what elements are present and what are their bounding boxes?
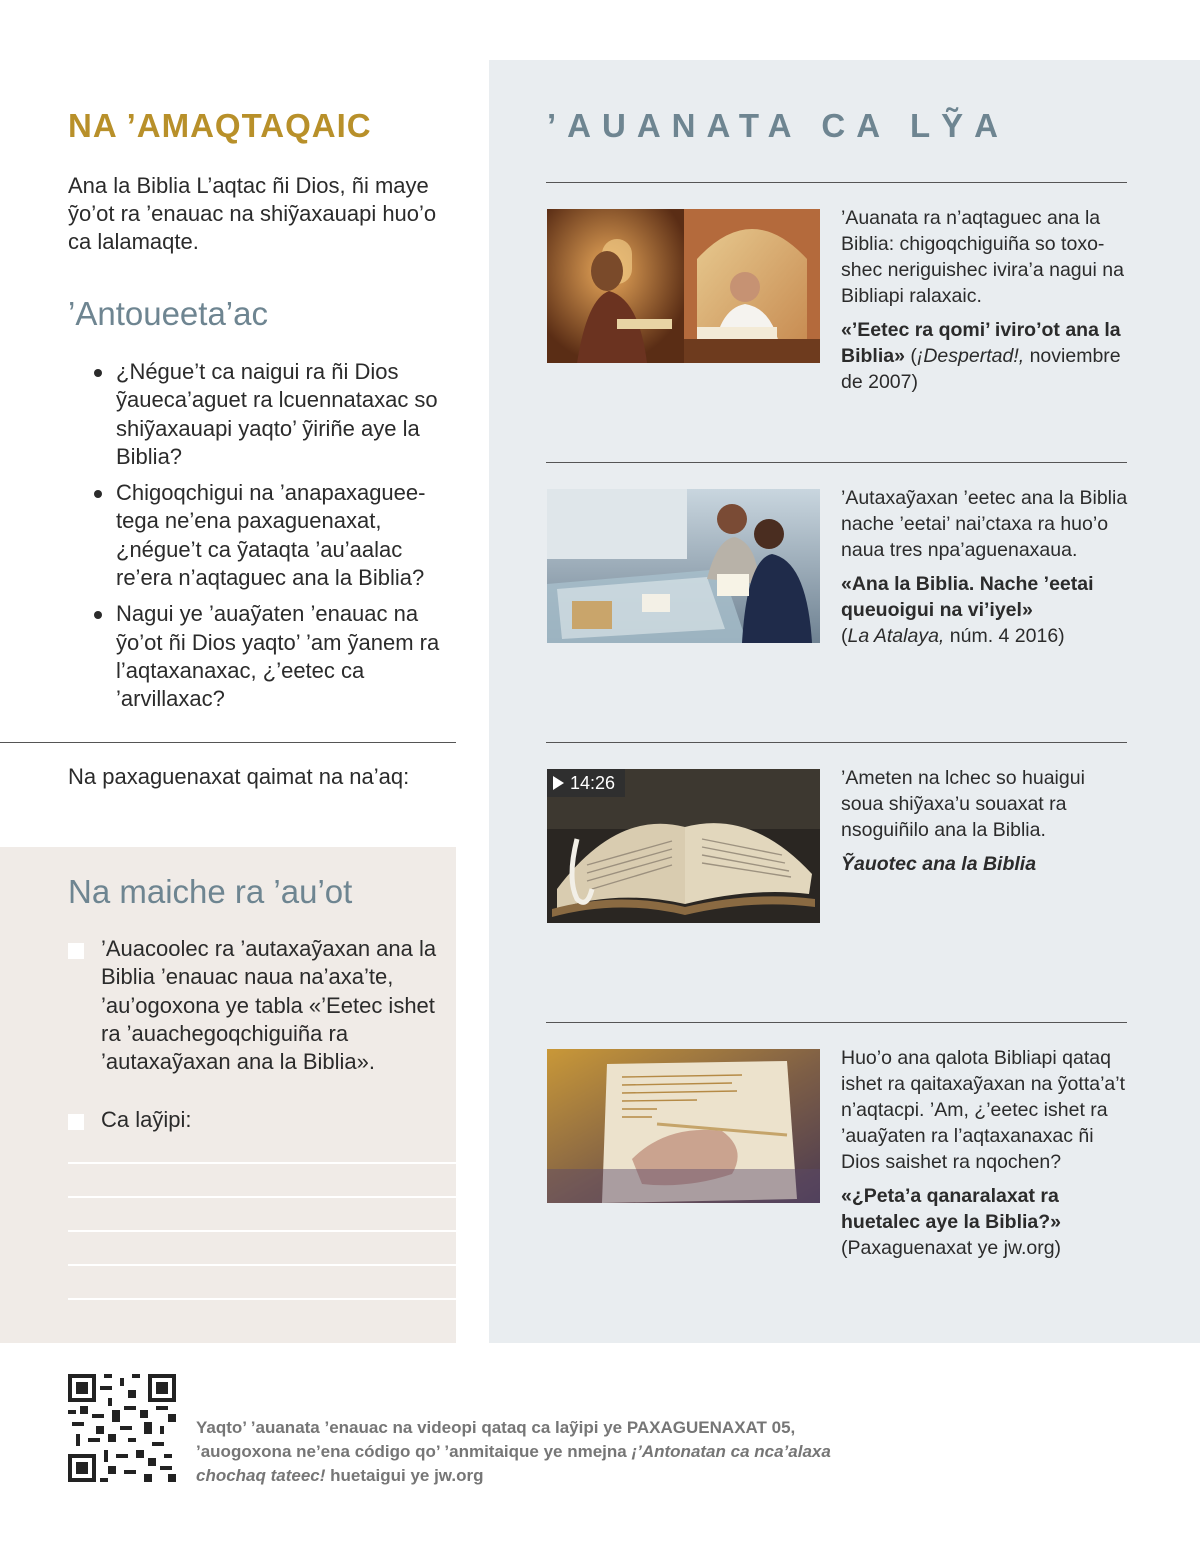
section-title: ’AUANATA CA LỸA xyxy=(547,107,1009,144)
reading-label: Na paxaguenaxat qaimat na na’aq: xyxy=(68,764,410,789)
article-thumbnail[interactable] xyxy=(547,209,820,363)
todo-task xyxy=(68,935,438,1076)
question-item: Nagui ye ’auaỹaten ’enauac na ỹo’ot ñi Dios yaqto’ ’am ỹanem ra l’aqtaxanaxac, ¿’eetec ca ’arvillaxac? xyxy=(94,600,448,713)
questions-list xyxy=(94,358,448,714)
article-reference[interactable] xyxy=(841,571,1131,649)
todo-title: Na maiche ra ’au’ot xyxy=(68,873,353,910)
museum-display-photo xyxy=(547,489,820,643)
questions-heading: ’Antoueeta’ac xyxy=(68,295,268,332)
intro-text: Ana la Biblia L’aqtac ñi Dios, ñi maye ỹo’ot ra ’enauac na shiỹaxauapi huo’o ca lalamaqte. xyxy=(68,173,437,254)
article-reference[interactable] xyxy=(841,317,1131,395)
article-description: Huo’o ana qalota Bibliapi qataq ishet ra qaitaxaỹaxan na ỹotta’a’t n’aqtacpi. ’Am, ¿’eetec ishet ra ’auaỹaten ra l’aqtaxanaxac ñi Dios saishet ra nqochen? xyxy=(841,1047,1126,1173)
scroll-writing-photo xyxy=(547,1049,820,1203)
publication-name: La Atalaya, xyxy=(847,625,945,647)
todo-task xyxy=(68,1106,438,1134)
reference-paren: ( xyxy=(841,625,848,647)
footer-note xyxy=(196,1416,836,1488)
divider xyxy=(0,742,456,743)
video-duration-badge[interactable] xyxy=(547,769,625,797)
writing-line xyxy=(68,1298,456,1300)
divider xyxy=(546,1022,1127,1023)
publication-issue: noviembre de 2007) xyxy=(841,345,1121,393)
video-title[interactable]: Ỹauotec ana la Biblia xyxy=(841,853,1037,875)
todo-box xyxy=(0,847,456,1343)
section-title: NA ’AMAQTAQAIC xyxy=(68,107,372,144)
left-column xyxy=(0,0,456,1343)
writing-line xyxy=(68,1230,456,1232)
question-item: ¿Négue’t ca naigui ra ñi Dios ỹaueca’aguet ra lcuennataxac so shiỹaxauapi yaqto’ ỹiriñe aye la Biblia? xyxy=(94,358,448,471)
checkbox[interactable] xyxy=(68,1114,84,1130)
article-title[interactable]: «’Eetec ra qomi’ iviro’ot ana la Biblia» xyxy=(841,319,1121,367)
writing-line xyxy=(68,1162,456,1164)
article-item xyxy=(841,205,1131,395)
writing-line xyxy=(68,1196,456,1198)
divider xyxy=(546,462,1127,463)
right-column xyxy=(489,60,1200,1343)
video-duration: 14:26 xyxy=(570,773,616,793)
play-icon xyxy=(553,776,564,790)
divider xyxy=(546,742,1127,743)
article-description: ’Autaxaỹaxan ’eetec ana la Biblia nache ’eetai’ nai’ctaxa ra huo’o naua tres npa’aguenaxaua. xyxy=(841,487,1128,561)
todo-task-text: ’Auacoolec ra ’autaxaỹaxan ana la Biblia ’enauac naua na’axa’te, ’au’ogoxona ye tabla «’Eetec ishet ra ’auachegoqchiguiña ra ’autaxaỹaxan ana la Biblia». xyxy=(101,936,437,1075)
article-title[interactable]: «¿Peta’a qanaralaxat ra huetalec aye la Biblia?» xyxy=(841,1185,1062,1233)
article-item xyxy=(841,1045,1131,1261)
article-thumbnail[interactable] xyxy=(547,489,820,643)
left-content xyxy=(68,108,448,722)
publication-name: ¡Despertad!, xyxy=(916,345,1025,367)
divider xyxy=(546,182,1127,183)
article-reference[interactable] xyxy=(841,851,1131,877)
writing-line xyxy=(68,1264,456,1266)
article-thumbnail[interactable] xyxy=(547,1049,820,1203)
qr-code-icon[interactable] xyxy=(68,1374,176,1482)
checkbox[interactable] xyxy=(68,943,84,959)
footer-text: Yaqto’ ’auanata ’enauac na videopi qataq ca laỹipi ye PAXAGUENAXAT 05, ’auogoxona ne’ena código qo’ ’anmitaique ye nmejna xyxy=(196,1418,796,1461)
article-item xyxy=(841,485,1131,649)
video-thumbnail[interactable] xyxy=(547,769,820,923)
article-description: ’Ameten na lchec so huaigui soua shiỹaxa’u souaxat ra nsoguiñilo ana la Biblia. xyxy=(841,767,1085,841)
footer-text: huetaigui ye jw.org xyxy=(325,1466,484,1485)
publication-issue: (Paxaguenaxat ye jw.org) xyxy=(841,1237,1062,1259)
footer-book-title: ¡’Antonatan ca nca’alaxa chochaq tateec! xyxy=(196,1442,831,1485)
reference-paren: ( xyxy=(904,345,917,367)
publication-issue: núm. 4 2016) xyxy=(944,625,1065,647)
article-item xyxy=(841,765,1131,877)
article-reference[interactable] xyxy=(841,1183,1131,1261)
question-item: Chigoqchigui na ’anapaxagueetega ne’ena paxaguenaxat, ¿négue’t ca ỹataqta ’au’aalac re’era n’aqtaguec ana la Biblia? xyxy=(94,479,448,592)
todo-task-text: Ca laỹipi: xyxy=(101,1107,192,1132)
article-description: ’Auanata ra n’aqtaguec ana la Biblia: chigoqchiguiña so toxoshec neriguishec ivira’a nagui na Bibliapi ralaxaic. xyxy=(841,207,1124,307)
scribe-and-reader-illustration xyxy=(547,209,820,363)
article-title[interactable]: «Ana la Biblia. Nache ’eetai queuoigui na vi’iyel» xyxy=(841,573,1094,621)
